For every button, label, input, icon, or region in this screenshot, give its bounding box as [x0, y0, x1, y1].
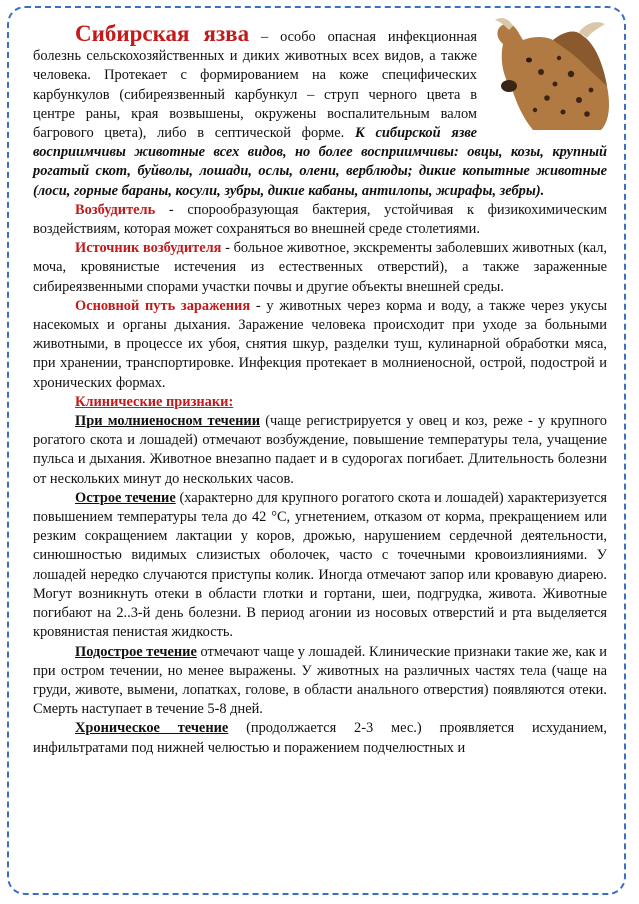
chronic-paragraph [33, 719, 607, 757]
acute-paragraph [33, 489, 607, 643]
susceptible-animals-text: К сибирской язве восприимчивы животные всех видов, но более восприимчивы: овцы, козы, крупный рогатый скот, буйволы, лошади, ослы, олени, верблюды; дикие копытные животные (лоси, горные бараны, косули, зубры, дикие кабаны, антилопы, жирафы, зебры). [33, 125, 607, 199]
fulminant-label: При молниеносном течении [75, 413, 260, 430]
page-title: Сибирская язва [75, 21, 250, 46]
intro-text: особо опасная инфекционная болезнь сельскохозяйственных и диких животных всех видов, а также человека. Протекает с формированием на коже специфических карбункулов (сибиреязвенный карбункул – струп черного цвета в центре раны, края возвышены, окружены воспалительным валом багрового цвета), либо в септической форме. [33, 29, 477, 142]
title-dash: – [249, 29, 281, 45]
route-text: - у животных через корма и воду, а также через укусы насекомых и органы дыхания. Заражение человека происходит при уходе за больными животными, в процессе их убоя, снятия шкур, разделки туш, кулинарной обработки мяса, при хранении, транспортировке. Инфекция протекает в молниеносной, острой, подострой и хронических формах. [33, 297, 607, 391]
fulminant-text: (чаще регистрируется у овец и коз, реже - у крупного рогатого скота и лошадей) отмечают возбуждение, повышение температуры тела, учащение пульса и дыхания. Животное внезапно падает и в судорогах погибает. Длительность болезни от нескольких минут до нескольких часов. [33, 413, 607, 487]
clinical-heading-paragraph [33, 393, 607, 412]
chronic-label: Хроническое течение [75, 720, 229, 737]
intro-paragraph [33, 21, 607, 201]
cow-head-image [483, 14, 621, 132]
subacute-label: Подострое течение [75, 643, 197, 660]
acute-text: (характерно для крупного рогатого скота и лошадей) характеризуется повышением температуры тела до 42 °С, угнетением, отказом от корма, прекращением или резким сокращением лактации у коров, дрожью, нарушением сердечной деятельности, синюшностью видимых слизистых оболочек, часто с точечными кровоизлияниями. У лошадей нередко случаются приступы колик. Иногда отмечают запор или кровавую диарею. Могут возникнуть отеки в области глотки и гортани, шеи, подгрудка, живота. Животные погибают на 2..3-й день болезни. В период агонии из носовых отверстий и рта выделяется кровянистая пенистая жидкость. [33, 489, 607, 641]
pathogen-text: - спорообразующая бактерия, устойчивая к физикохимическим воздействиям, которая может сохраняться во внешней среде столетиями. [33, 201, 607, 238]
document-body [33, 21, 608, 758]
chronic-text: (продолжается 2-3 мес.) проявляется исхуданием, инфильтратами под нижней челюстью и поражением подчелюстных и [33, 720, 607, 756]
route-label: Основной путь заражения [75, 297, 251, 314]
clinical-heading: Клинические признаки: [75, 393, 234, 410]
source-label: Источник возбудителя [75, 240, 222, 257]
source-text: - больное животное, экскременты заболевших животных (кал, моча, кровянистые истечения из естественных отверстий), а также зараженные сибиреязвенными спорами участки почвы и другие объекты внешней среды. [33, 240, 608, 295]
route-paragraph [33, 297, 607, 393]
subacute-text: отмечают чаще у лошадей. Клинические признаки такие же, как и при остром течении, но менее выражены. У животных на различных частях тела (чаще на груди, животе, вымени, лопатках, голове, в области анального отверстия) появляются отеки. Смерть наступает в течение 5-8 дней. [33, 643, 607, 718]
pathogen-paragraph [33, 201, 607, 239]
source-paragraph [33, 239, 607, 297]
acute-label: Острое течение [75, 489, 176, 506]
subacute-paragraph [33, 643, 607, 720]
pathogen-label: Возбудитель [75, 201, 156, 218]
fulminant-paragraph [33, 412, 607, 489]
